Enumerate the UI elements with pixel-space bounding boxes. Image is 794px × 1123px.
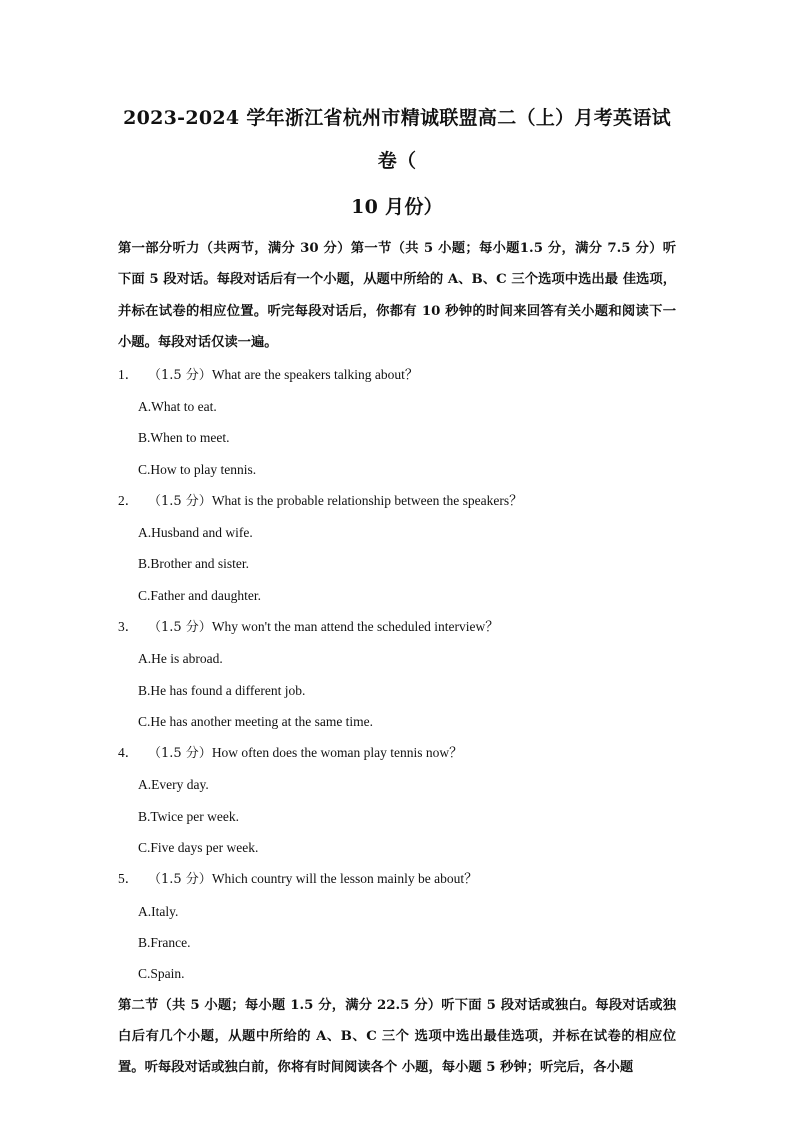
- option-c[interactable]: C.How to play tennis.: [138, 461, 257, 477]
- question-score: （1.5 分）: [148, 493, 212, 509]
- question-score: （1.5 分）: [148, 367, 212, 383]
- question-stem: [118, 863, 676, 895]
- question-stem: [118, 359, 676, 391]
- question-score: （1.5 分）: [148, 872, 212, 888]
- option-b[interactable]: B.When to meet.: [138, 430, 230, 446]
- option-a[interactable]: A.Italy.: [138, 903, 179, 919]
- question-1: [118, 359, 676, 485]
- option-a[interactable]: A.Husband and wife.: [138, 525, 253, 541]
- option-c[interactable]: C.Five days per week.: [138, 840, 259, 856]
- question-number: 3．: [118, 619, 139, 634]
- exam-title-line1: 2023-2024 学年浙江省杭州市精诚联盟高二（上）月考英语试卷（: [123, 107, 671, 172]
- question-text: Which country will the lesson mainly be about？: [211, 871, 478, 887]
- question-number: 5．: [118, 871, 139, 887]
- question-text: What are the speakers talking about？: [211, 366, 419, 382]
- question-stem: [118, 611, 676, 643]
- option-c[interactable]: C.He has another meeting at the same time.: [138, 713, 374, 729]
- question-4: [118, 737, 676, 863]
- option-a[interactable]: A.Every day.: [138, 777, 209, 793]
- exam-title-line2: 10 月份）: [351, 196, 443, 218]
- question-number: 1．: [118, 366, 139, 382]
- question-number: 4．: [118, 745, 139, 761]
- question-text: What is the probable relationship between the speakers？: [211, 492, 523, 508]
- option-b[interactable]: B.Brother and sister.: [138, 556, 249, 572]
- part1-instructions: 第一部分听力（共两节，满分 30 分）第一节（共 5 小题；每小题1.5 分，满分 7.5 分）听下面 5 段对话。每段对话后有一个小题，从题中所给的 A、B、C 三个选项中选出最 佳选项，并标在试卷的相应位置。听完每段对话后，你都有 10 秒钟的时间来回答有关小题和阅读下一小题。每段对话仅读一遍。: [118, 241, 676, 351]
- question-5: [118, 863, 676, 989]
- option-b[interactable]: B.France.: [138, 934, 191, 950]
- option-b[interactable]: B.He has found a different job.: [138, 682, 306, 698]
- question-score: （1.5 分）: [148, 746, 212, 762]
- question-text: How often does the woman play tennis now？: [211, 745, 463, 761]
- question-3: [118, 611, 676, 737]
- question-stem: [118, 737, 676, 769]
- question-2: [118, 485, 676, 611]
- question-score: （1.5 分）: [148, 620, 212, 635]
- option-b[interactable]: B.Twice per week.: [138, 808, 240, 824]
- option-a[interactable]: A.He is abroad.: [138, 651, 223, 667]
- part2-instructions: 第二节（共 5 小题；每小题 1.5 分，满分 22.5 分）听下面 5 段对话或独白。每段对话或独白后有几个小题，从题中所给的 A、B、C 三个 选项中选出最佳选项，并标在试卷的相应位置。听每段对话或独白前，你将有时间阅读各个 小题，每小题 5 秒钟；听完后，各小题: [118, 997, 676, 1076]
- option-c[interactable]: C.Spain.: [138, 966, 185, 982]
- question-number: 2．: [118, 492, 139, 508]
- option-a[interactable]: A.What to eat.: [138, 398, 217, 414]
- option-c[interactable]: C.Father and daughter.: [138, 587, 261, 603]
- question-text: Why won't the man attend the scheduled interview？: [211, 619, 499, 634]
- question-stem: [118, 485, 676, 517]
